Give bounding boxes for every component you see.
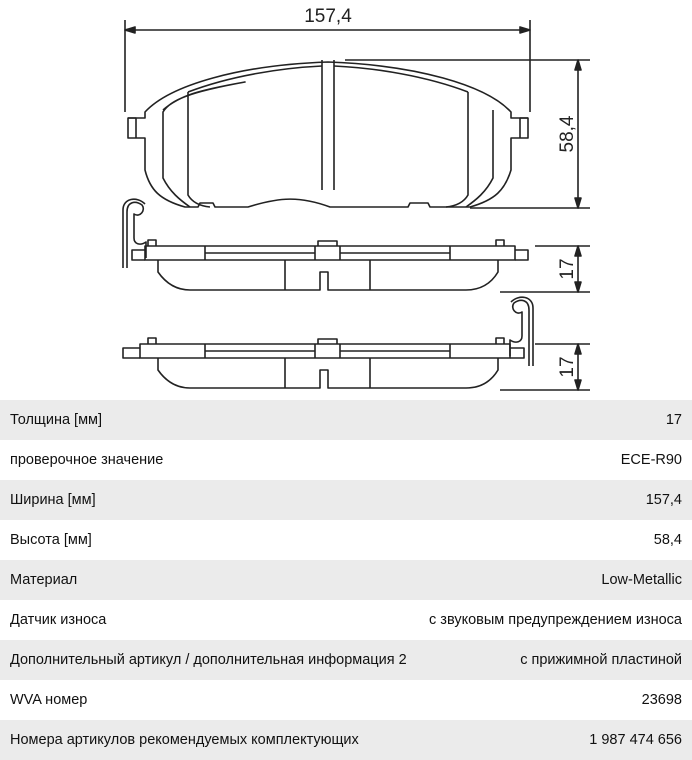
spec-row-recommended-parts [0, 720, 692, 760]
spec-row-height [0, 520, 692, 560]
spec-value: 23698 [641, 692, 682, 708]
spec-row-wva-number [0, 680, 692, 720]
spec-value: Low-Metallic [601, 572, 682, 588]
spec-row-wear-sensor [0, 600, 692, 640]
spec-value: 58,4 [653, 532, 682, 548]
spec-label: WVA номер [10, 692, 88, 708]
spec-label: Датчик износа [10, 612, 107, 628]
specs-table [0, 400, 692, 760]
dim-thickness-label-1: 17 [557, 258, 578, 280]
spec-label: проверочное значение [10, 452, 164, 468]
spec-label: Материал [10, 572, 78, 588]
spec-label: Номера артикулов рекомендуемых комплектующих [10, 732, 359, 748]
spec-value: 1 987 474 656 [589, 732, 682, 748]
spec-label: Толщина [мм] [10, 412, 103, 428]
dim-height-label: 58,4 [557, 115, 578, 153]
spec-row-material [0, 560, 692, 600]
spec-label: Дополнительный артикул / дополнительная информация 2 [10, 652, 407, 668]
spec-value: ECE-R90 [620, 452, 682, 468]
dim-thickness-label-2: 17 [557, 356, 578, 378]
spec-value: 17 [665, 412, 682, 428]
pad-front-view [128, 60, 528, 207]
dim-width-label: 157,4 [304, 6, 352, 27]
width-dimension [125, 20, 530, 112]
spec-value: с прижимной пластиной [520, 652, 682, 668]
spec-row-width [0, 480, 692, 520]
spec-row-thickness [0, 400, 692, 440]
spec-row-test-value [0, 440, 692, 480]
pad-side-view-2 [123, 297, 533, 388]
spec-label: Высота [мм] [10, 532, 92, 548]
spec-label: Ширина [мм] [10, 492, 96, 508]
pad-side-view-1 [123, 199, 528, 290]
spec-value: с звуковым предупреждением износа [429, 612, 682, 628]
spec-value: 157,4 [645, 492, 682, 508]
spec-row-additional-info [0, 640, 692, 680]
